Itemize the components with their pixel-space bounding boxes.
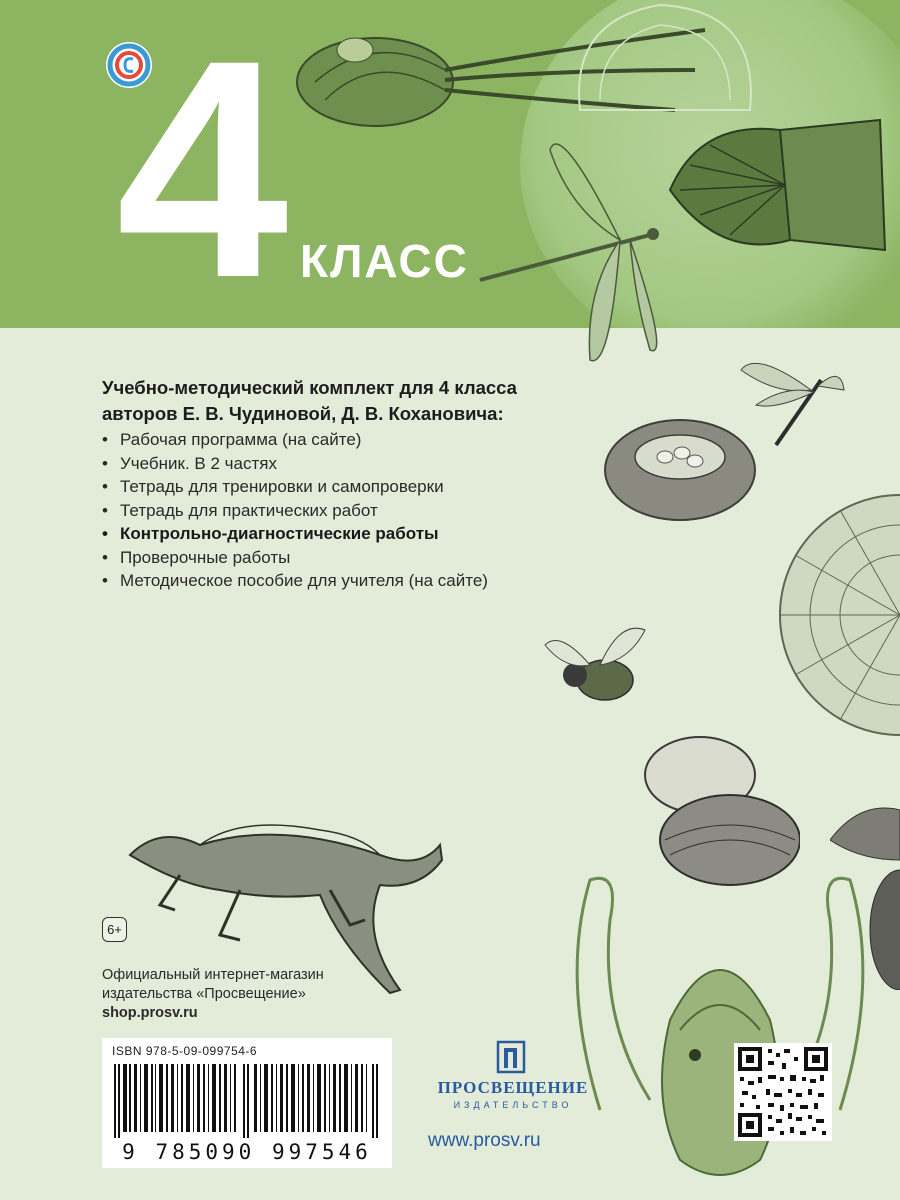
kit-item-training-workbook: • Тетрадь для тренировки и самопроверки: [102, 475, 488, 499]
shop-info: [102, 966, 324, 1023]
shop-line-2: издательства «Просвещение»: [102, 986, 306, 1002]
kit-item-textbook: • Учебник. В 2 частях: [102, 452, 488, 476]
publisher-logo: [428, 1040, 598, 1110]
grade-number: 4: [116, 0, 283, 342]
barcode: [102, 1038, 392, 1168]
publisher-mark-icon: [494, 1040, 530, 1074]
kit-list: [102, 428, 488, 593]
kit-item-teacher-guide: • Методическое пособие для учителя (на сайте): [102, 569, 488, 593]
kit-heading: [102, 375, 622, 427]
kit-item-work-program: • Рабочая программа (на сайте): [102, 428, 488, 452]
grade-word: КЛАСС: [300, 235, 469, 287]
barcode-digits: 9 785090 997546: [122, 1140, 372, 1164]
publisher-site: www.prosv.ru: [428, 1130, 541, 1151]
isbn-label: ISBN 978-5-09-099754-6: [112, 1044, 258, 1058]
scallop-shell-illustration: [660, 110, 890, 260]
qr-code-icon: [738, 1047, 828, 1137]
publisher-subtitle: ИЗДАТЕЛЬСТВО: [453, 1100, 573, 1110]
sea-urchin-illustration: [760, 490, 900, 740]
shell-outline-illustration: [560, 0, 770, 120]
nest-illustration: [600, 395, 760, 525]
publisher-name: ПРОСВЕЩЕНИЕ: [437, 1078, 589, 1097]
shop-line-1: Официальный интернет-магазин: [102, 967, 324, 983]
cuttlefish-illustration: [560, 860, 880, 1180]
kit-item-diagnostic-tests: • Контрольно-диагностические работы: [102, 522, 488, 546]
shop-url: shop.prosv.ru: [102, 1005, 198, 1021]
kit-heading-line-2: авторов Е. В. Чудиновой, Д. В. Кохановича:: [102, 403, 504, 424]
kit-item-check-tests: • Проверочные работы: [102, 546, 488, 570]
barcode-bars-icon: [114, 1064, 380, 1138]
kit-item-practical-workbook: • Тетрадь для практических работ: [102, 499, 488, 523]
dragonfly-illustration: [470, 130, 690, 370]
kit-heading-line-1: Учебно-методический комплект для 4 класса: [102, 377, 517, 398]
bee-illustration: [540, 620, 650, 710]
age-rating-badge: 6+: [102, 917, 127, 942]
qr-code: [734, 1043, 832, 1141]
